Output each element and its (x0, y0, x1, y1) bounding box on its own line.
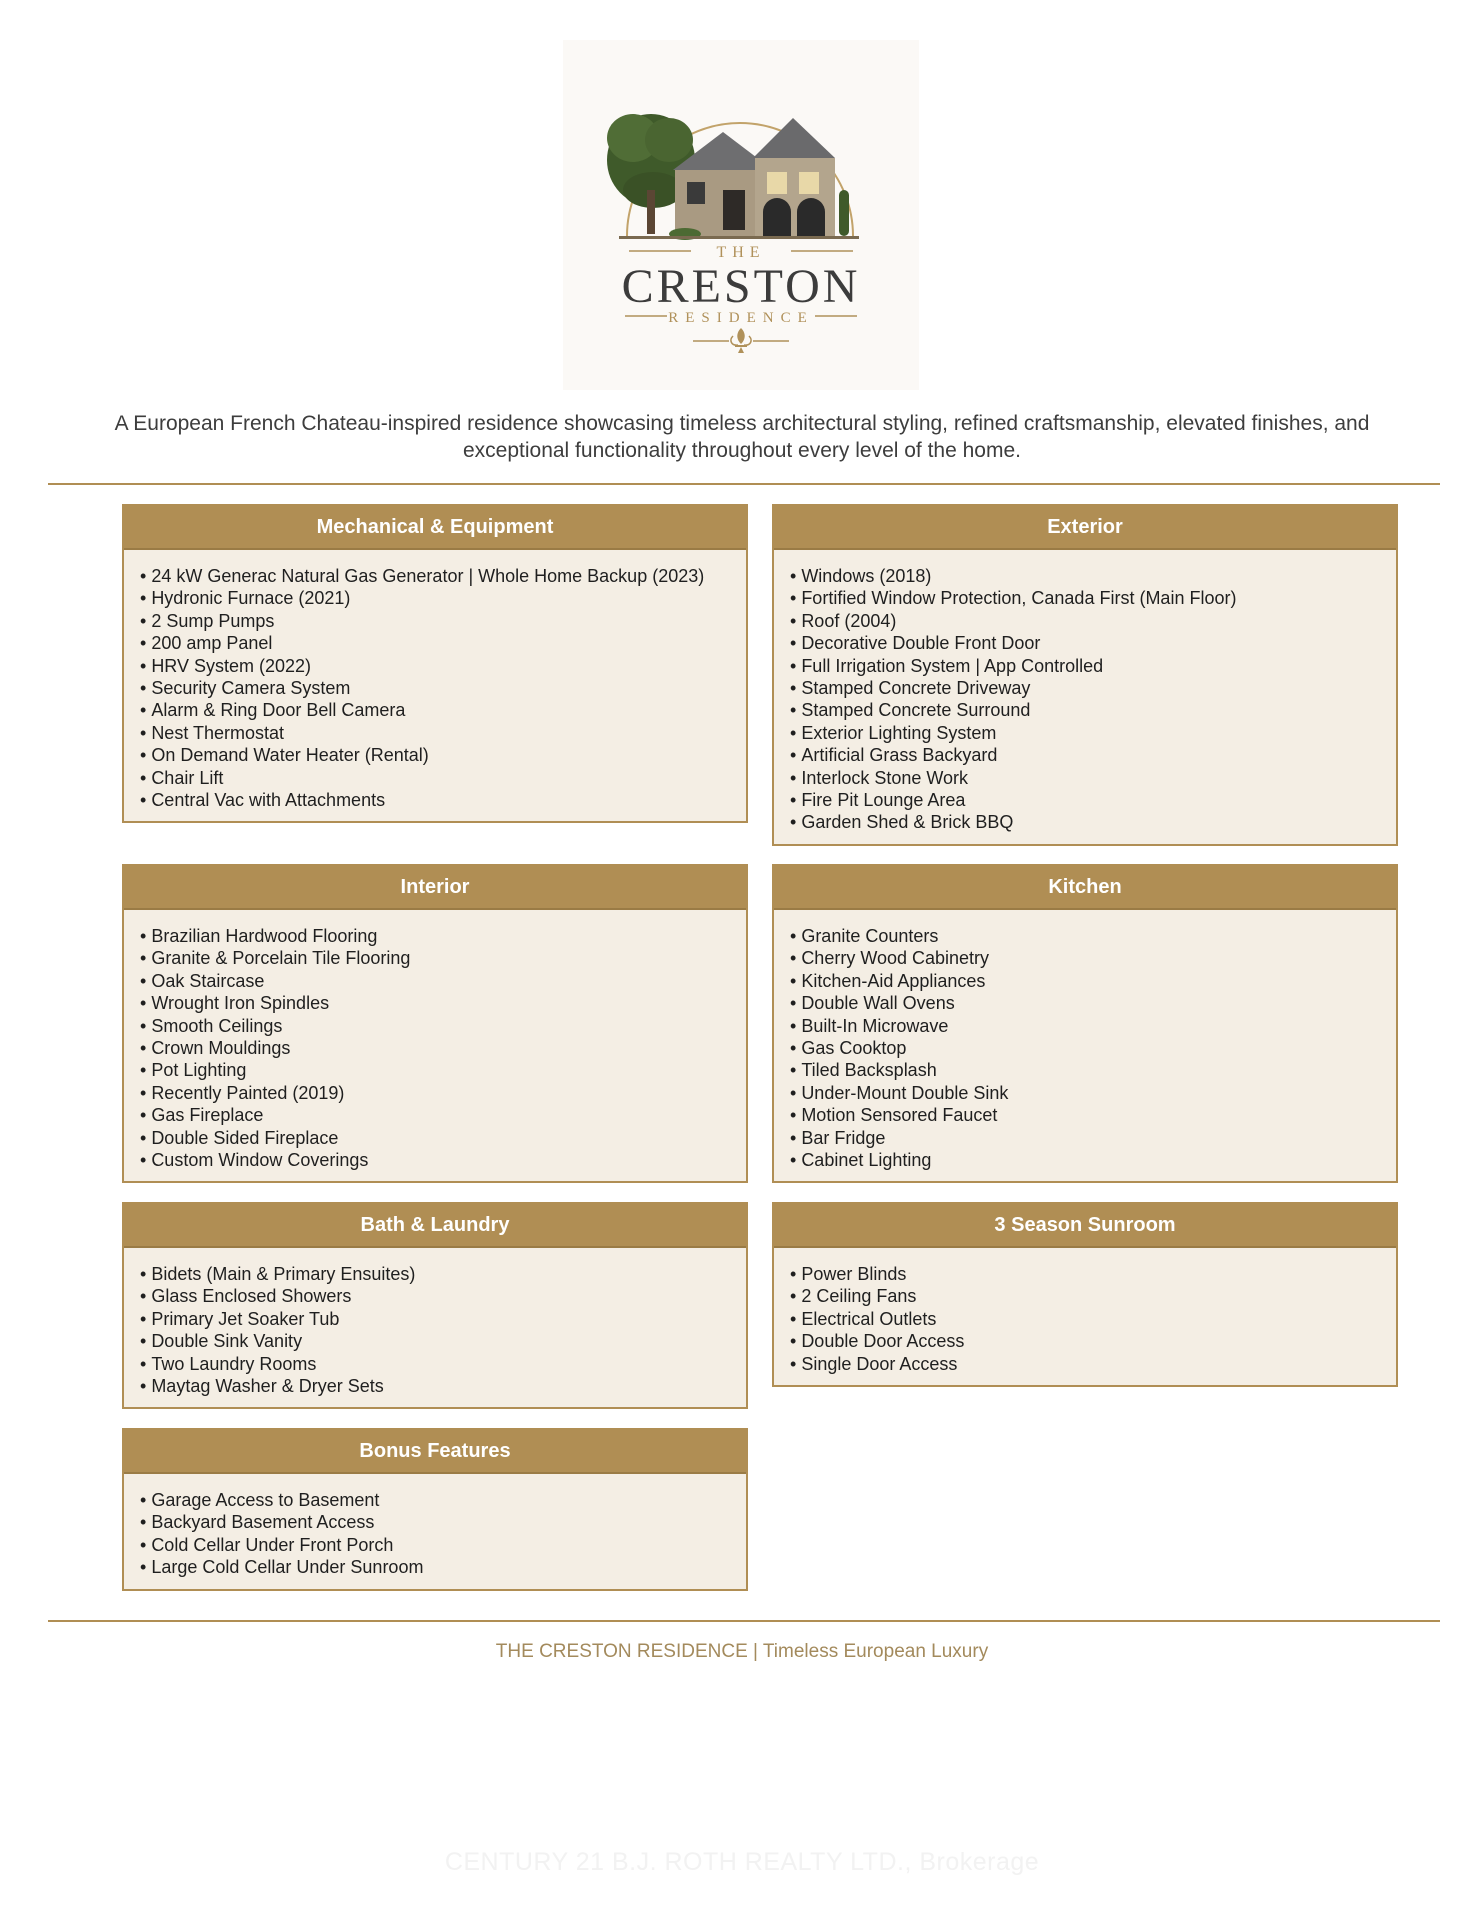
card-title: 3 Season Sunroom (774, 1204, 1396, 1248)
list-item: • Primary Jet Soaker Tub (140, 1308, 730, 1330)
list-item: • Double Door Access (790, 1330, 1380, 1352)
list-item: • 200 amp Panel (140, 632, 730, 654)
list-item: • Double Sided Fireplace (140, 1127, 730, 1149)
card-title: Interior (124, 866, 746, 910)
card-interior (122, 864, 748, 1183)
card-title: Bonus Features (124, 1430, 746, 1474)
card-title: Kitchen (774, 866, 1396, 910)
list-item: • Smooth Ceilings (140, 1015, 730, 1037)
list-item: • Under-Mount Double Sink (790, 1082, 1380, 1104)
divider-bottom (48, 1620, 1440, 1622)
card-kitchen (772, 864, 1398, 1183)
feature-list (124, 550, 746, 821)
list-item: • Double Wall Ovens (790, 992, 1380, 1014)
list-item: • Crown Mouldings (140, 1037, 730, 1059)
fleur-de-lis-icon (693, 328, 789, 353)
footer-tagline: THE CRESTON RESIDENCE | Timeless European Luxury (495, 1641, 989, 1662)
logo-residence: RESIDENCE (668, 310, 814, 326)
brokerage-watermark: CENTURY 21 B.J. ROTH REALTY LTD., Brokerage (444, 1848, 1040, 1876)
list-item: • Glass Enclosed Showers (140, 1285, 730, 1307)
list-item: • Garden Shed & Brick BBQ (790, 811, 1380, 833)
list-item: • Pot Lighting (140, 1059, 730, 1081)
divider-top (48, 483, 1440, 485)
list-item: • Decorative Double Front Door (790, 632, 1380, 654)
residence-logo (563, 40, 919, 390)
list-item: • Granite & Porcelain Tile Flooring (140, 947, 730, 969)
list-item: • Brazilian Hardwood Flooring (140, 925, 730, 947)
list-item: • Maytag Washer & Dryer Sets (140, 1375, 730, 1397)
feature-list (124, 910, 746, 1181)
list-item: • Bidets (Main & Primary Ensuites) (140, 1263, 730, 1285)
list-item: • Chair Lift (140, 767, 730, 789)
list-item: • Artificial Grass Backyard (790, 744, 1380, 766)
list-item: • Kitchen-Aid Appliances (790, 970, 1380, 992)
list-item: • Single Door Access (790, 1353, 1380, 1375)
list-item: • Bar Fridge (790, 1127, 1380, 1149)
list-item: • Large Cold Cellar Under Sunroom (140, 1556, 730, 1578)
list-item: • Interlock Stone Work (790, 767, 1380, 789)
card-exterior (772, 504, 1398, 846)
list-item: • HRV System (2022) (140, 655, 730, 677)
intro-paragraph: A European French Chateau-inspired residence showcasing timeless architectural styling, refined craftsmanship, elevated finishes, and exceptional functionality throughout every level of the home. (114, 412, 1370, 462)
list-item: • Cabinet Lighting (790, 1149, 1380, 1171)
list-item: • Backyard Basement Access (140, 1511, 730, 1533)
list-item: • Alarm & Ring Door Bell Camera (140, 699, 730, 721)
list-item: • Two Laundry Rooms (140, 1353, 730, 1375)
card-title: Mechanical & Equipment (124, 506, 746, 550)
card-sunroom (772, 1202, 1398, 1387)
list-item: • Wrought Iron Spindles (140, 992, 730, 1014)
list-item: • 24 kW Generac Natural Gas Generator | Whole Home Backup (2023) (140, 565, 730, 587)
list-item: • Windows (2018) (790, 565, 1380, 587)
list-item: • Cherry Wood Cabinetry (790, 947, 1380, 969)
list-item: • Custom Window Coverings (140, 1149, 730, 1171)
feature-list (124, 1248, 746, 1407)
list-item: • Roof (2004) (790, 610, 1380, 632)
list-item: • On Demand Water Heater (Rental) (140, 744, 730, 766)
list-item: • Fortified Window Protection, Canada First (Main Floor) (790, 587, 1380, 609)
card-bath-laundry (122, 1202, 748, 1409)
list-item: • Power Blinds (790, 1263, 1380, 1285)
list-item: • Stamped Concrete Driveway (790, 677, 1380, 699)
card-mechanical-equipment (122, 504, 748, 823)
list-item: • Central Vac with Attachments (140, 789, 730, 811)
logo-creston: CRESTON (621, 260, 861, 313)
feature-list (774, 910, 1396, 1181)
card-bonus-features (122, 1428, 748, 1591)
list-item: • Security Camera System (140, 677, 730, 699)
list-item: • Motion Sensored Faucet (790, 1104, 1380, 1126)
list-item: • Granite Counters (790, 925, 1380, 947)
list-item: • 2 Sump Pumps (140, 610, 730, 632)
feature-list (774, 550, 1396, 844)
card-title: Bath & Laundry (124, 1204, 746, 1248)
list-item: • Gas Cooktop (790, 1037, 1380, 1059)
feature-list (124, 1474, 746, 1589)
feature-list (774, 1248, 1396, 1385)
card-title: Exterior (774, 506, 1396, 550)
list-item: • Built-In Microwave (790, 1015, 1380, 1037)
list-item: • Electrical Outlets (790, 1308, 1380, 1330)
list-item: • Recently Painted (2019) (140, 1082, 730, 1104)
list-item: • Stamped Concrete Surround (790, 699, 1380, 721)
list-item: • Double Sink Vanity (140, 1330, 730, 1352)
list-item: • Gas Fireplace (140, 1104, 730, 1126)
list-item: • Tiled Backsplash (790, 1059, 1380, 1081)
list-item: • Exterior Lighting System (790, 722, 1380, 744)
list-item: • Nest Thermostat (140, 722, 730, 744)
list-item: • 2 Ceiling Fans (790, 1285, 1380, 1307)
list-item: • Cold Cellar Under Front Porch (140, 1534, 730, 1556)
list-item: • Full Irrigation System | App Controlled (790, 655, 1380, 677)
list-item: • Fire Pit Lounge Area (790, 789, 1380, 811)
logo-the: THE (716, 244, 766, 261)
list-item: • Oak Staircase (140, 970, 730, 992)
list-item: • Hydronic Furnace (2021) (140, 587, 730, 609)
list-item: • Garage Access to Basement (140, 1489, 730, 1511)
